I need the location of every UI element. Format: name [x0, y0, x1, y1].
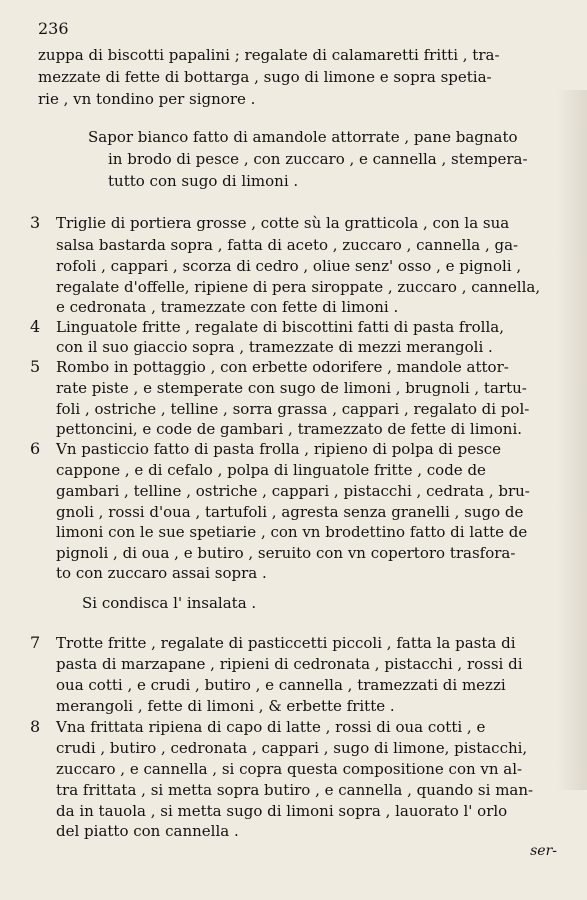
text-line: gnoli , rossi d'oua , tartufoli , agresta senza granelli , sugo de [56, 503, 524, 521]
text-line: crudi , butiro , cedronata , cappari , sugo di limone, pistacchi, [56, 739, 528, 757]
text-line: oua cotti , e crudi , butiro , e cannella , tramezzati di mezzi [56, 676, 506, 694]
text-line: Sapor bianco fatto di amandole attorrate , pane bagnato [88, 128, 518, 146]
catchword: ser- [530, 843, 557, 859]
text-line: merangoli , fette di limoni , & erbette fritte . [56, 697, 395, 715]
text-line: mezzate di fette di bottarga , sugo di limone e sopra spetia- [38, 68, 492, 86]
text-line: e cedronata , tramezzate con fette di limoni . [56, 298, 399, 316]
text-line: gambari , telline , ostriche , cappari , pistacchi , cedrata , bru- [56, 482, 530, 500]
text-line: pasta di marzapane , ripieni di cedronata , pistacchi , rossi di [56, 655, 523, 673]
text-line: Rombo in pottaggio , con erbette odorifere , mandole attor- [56, 358, 509, 376]
text-line: pignoli , di oua , e butiro , seruito con vn copertoro trasfora- [56, 544, 516, 562]
text-line: regalate d'offelle, ripiene di pera siroppate , zuccaro , cannella, [56, 278, 541, 296]
text-line: zuccaro , e cannella , si copra questa compositione con vn al- [56, 760, 523, 778]
text-line: Linguatole fritte , regalate di biscottini fatti di pasta frolla, [56, 318, 504, 336]
text-line: tutto con sugo di limoni . [108, 172, 299, 190]
item-number: 7 [30, 633, 41, 652]
text-line: foli , ostriche , telline , sorra grassa , cappari , regalato di pol- [56, 400, 530, 418]
item-number: 5 [30, 357, 41, 376]
item-number: 6 [30, 439, 41, 458]
text-line: pettoncini, e code de gambari , tramezzato de fette di limoni. [56, 420, 523, 438]
item-number: 4 [30, 317, 41, 336]
text-line: cappone , e di cefalo , polpa di linguatole fritte , code de [56, 461, 486, 479]
page-number: 236 [38, 19, 69, 38]
text-line: tra frittata , si metta sopra butiro , e cannella , quando si man- [56, 781, 534, 799]
page-bleed-shadow [557, 90, 587, 790]
text-line: rie , vn tondino per signore . [38, 90, 256, 108]
text-line: rate piste , e stemperate con sugo de limoni , brugnoli , tartu- [56, 379, 527, 397]
text-line: del piatto con cannella . [56, 822, 239, 840]
text-line: Triglie di portiera grosse , cotte sù la gratticola , con la sua [56, 214, 510, 232]
text-line: Trotte fritte , regalate di pasticcetti piccoli , fatta la pasta di [56, 634, 516, 652]
text-line: con il suo giaccio sopra , tramezzate di mezzi merangoli . [56, 338, 493, 356]
text-line: zuppa di biscotti papalini ; regalate di calamaretti fritti , tra- [38, 46, 500, 64]
text-line: rofoli , cappari , scorza di cedro , oliue senz' osso , e pignoli , [56, 257, 522, 275]
text-line: Si condisca l' insalata . [82, 594, 257, 612]
text-line: Vna frittata ripiena di capo di latte , rossi di oua cotti , e [56, 718, 486, 736]
text-line: in brodo di pesce , con zuccaro , e cannella , stempera- [108, 150, 528, 168]
text-line: Vn pasticcio fatto di pasta frolla , ripieno di polpa di pesce [56, 440, 502, 458]
item-number: 8 [30, 717, 41, 736]
text-line: limoni con le sue spetiarie , con vn brodettino fatto di latte de [56, 523, 528, 541]
text-line: da in tauola , si metta sugo di limoni sopra , lauorato l' orlo [56, 802, 508, 820]
text-line: to con zuccaro assai sopra . [56, 564, 267, 582]
text-line: salsa bastarda sopra , fatta di aceto , zuccaro , cannella , ga- [56, 236, 519, 254]
item-number: 3 [30, 213, 41, 232]
